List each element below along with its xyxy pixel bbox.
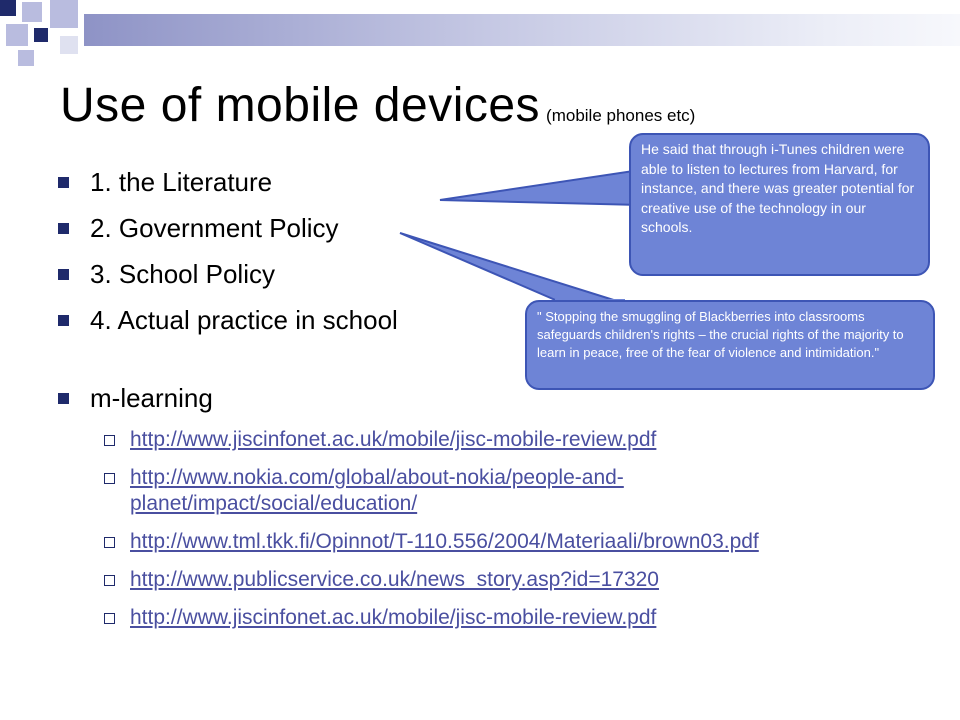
link-nokia-education[interactable]: http://www.nokia.com/global/about-nokia/people-and-planet/impact/social/education/ bbox=[130, 466, 624, 515]
link-jisc-review[interactable]: http://www.jiscinfonet.ac.uk/mobile/jisc-mobile-review.pdf bbox=[130, 428, 657, 451]
link-tml-brown03[interactable]: http://www.tml.tkk.fi/Opinnot/T-110.556/2004/Materiaali/brown03.pdf bbox=[130, 530, 759, 553]
topic-item: 4. Actual practice in school bbox=[58, 302, 398, 348]
topic-item: 3. School Policy bbox=[58, 256, 398, 302]
callout-policy-pointer bbox=[400, 233, 620, 302]
topic-item: 2. Government Policy bbox=[58, 210, 398, 256]
topic-item: 1. the Literature bbox=[58, 164, 398, 210]
callout-literature-pointer bbox=[440, 170, 640, 205]
mlearning-heading: m-learning bbox=[58, 380, 213, 416]
callout-policy: " Stopping the smuggling of Blackberries into classrooms safeguards children's rights – the crucial rights of the majority to learn in peace, free of the fear of violence and intimidation." bbox=[525, 300, 935, 390]
title-text: Use of mobile devices bbox=[60, 79, 541, 132]
link-publicservice[interactable]: http://www.publicservice.co.uk/news_story.asp?id=17320 bbox=[130, 568, 659, 591]
title-subtitle: (mobile phones etc) bbox=[546, 106, 696, 125]
callout-literature: He said that through i-Tunes children were able to listen to lectures from Harvard, for instance, and there was greater potential for creative use of the technology in our schools. bbox=[629, 133, 930, 276]
link-jisc-review-2[interactable]: http://www.jiscinfonet.ac.uk/mobile/jisc-mobile-review.pdf bbox=[130, 606, 657, 629]
